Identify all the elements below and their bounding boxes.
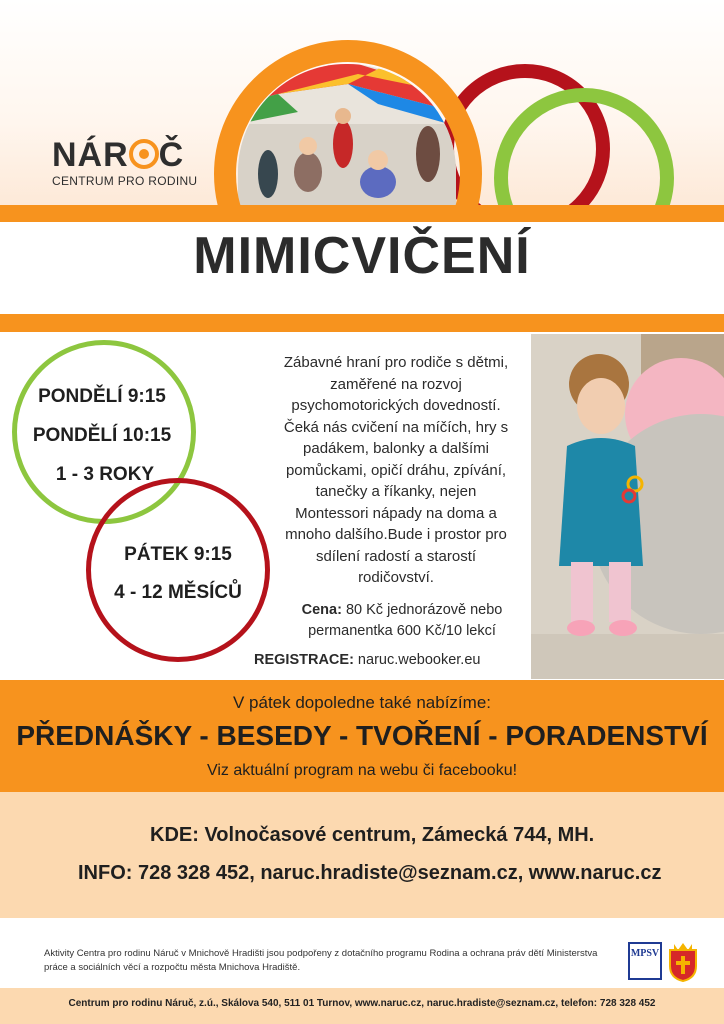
- promo-intro: V pátek dopoledne také nabízíme:: [232, 693, 491, 712]
- schedule-age-1-3: 1 - 3 ROKY: [55, 464, 155, 485]
- support-statement: Aktivity Centra pro rodinu Náruč v Mnichově Hradišti jsou podpořeny z dotačního programu Rodina a ochrana práv dětí Ministerstva práce a sociálních věcí a rozpočtu města Mnichova Hradiště.: [44, 948, 598, 973]
- promo-note: Viz aktuální program na webu či facebooku!: [206, 762, 518, 779]
- schedule-circle-red: [86, 478, 270, 662]
- title-bottom-band: [0, 314, 724, 332]
- schedule-monday-915: PONDĚLÍ 9:15: [38, 386, 166, 407]
- registration-label: REGISTRACE:: [254, 652, 354, 668]
- naruc-logo: [52, 138, 197, 188]
- price-label: Cena:: [301, 602, 342, 618]
- logo-subtitle: CENTRUM PRO RODINU: [52, 174, 198, 188]
- footer-address: Centrum pro rodinu Náruč, z.ú., Skálova 540, 511 01 Turnov, www.naruc.cz, naruc.hradiste@seznam.cz, telefon: 728 328 452: [68, 998, 656, 1009]
- title-top-band: [0, 205, 724, 222]
- page-title: MIMICVIČENÍ: [193, 227, 531, 285]
- info-band: [0, 792, 724, 918]
- town-crest-icon: [668, 942, 698, 982]
- schedule-monday-1015: PONDĚLÍ 10:15: [32, 425, 172, 446]
- schedule-friday-915: PÁTEK 9:15: [124, 544, 232, 565]
- price-info: [282, 600, 522, 642]
- mpsv-logo-text: MPSV: [630, 948, 660, 959]
- logo-wordmark: NÁR Č: [52, 136, 185, 174]
- promo-band: [0, 680, 724, 792]
- registration-info: [254, 652, 480, 668]
- venue-info: KDE: Volnočasové centrum, Zámecká 744, MH.: [150, 824, 595, 846]
- price-text: 80 Kč jednorázově nebo permanentka 600 Kč/10 lekcí: [308, 602, 503, 639]
- activity-description: Zábavné hraní pro rodiče s dětmi, zaměřené na rozvoj psychomotorických dovedností. Čeká nás cvičení na míčích, hry s padákem, balonky a dalšími pomůckami, opičí dráhu, zpívání, tanečky a říkanky, nejen Montessori nápady na doma a mnoho dalšího.Bude i prostor pro sdílení radostí a starostí rodičovství.: [283, 354, 509, 586]
- mpsv-logo: [628, 942, 662, 980]
- promo-headline: PŘEDNÁŠKY - BESEDY - TVOŘENÍ - PORADENSTVÍ: [16, 720, 708, 751]
- logo-ring-icon: [129, 139, 159, 169]
- toddler-ball-photo: [531, 334, 724, 679]
- contact-info: INFO: 728 328 452, naruc.hradiste@seznam.cz, www.naruc.cz: [78, 862, 662, 884]
- header: [0, 0, 724, 205]
- registration-link[interactable]: naruc.webooker.eu: [353, 652, 481, 668]
- orange-ring-decoration: [214, 40, 482, 205]
- schedule-age-4-12: 4 - 12 MĚSÍCŮ: [114, 582, 242, 603]
